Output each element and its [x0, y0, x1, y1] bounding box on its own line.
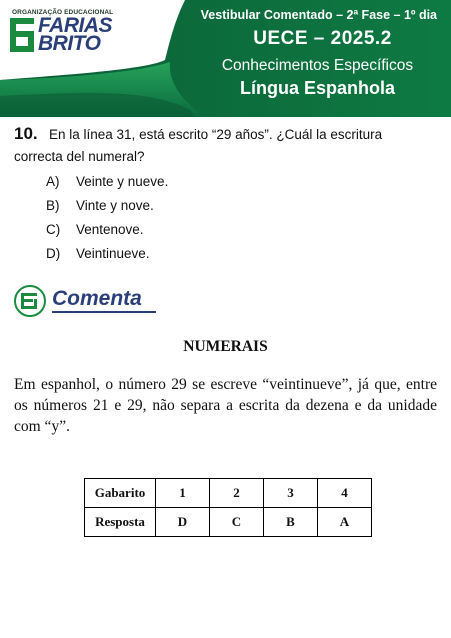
comenta-logo-icon [14, 285, 46, 317]
logo-organization-text: ORGANIZAÇÃO EDUCACIONAL [12, 9, 114, 16]
question-stem-line1: En la línea 31, está escrito “29 años”. ¿Cuál la escritura [49, 127, 383, 142]
table-column-number: 2 [210, 479, 264, 508]
comment-heading: NUMERAIS [183, 338, 268, 355]
comenta-underline [52, 311, 156, 313]
exam-subtitle: Vestibular Comentado – 2ª Fase – 1º dia [200, 8, 437, 22]
option-a [46, 174, 168, 189]
question-stem-line2: correcta del numeral? [14, 149, 145, 164]
table-column-number: 1 [156, 479, 210, 508]
exam-subject: Língua Espanhola [239, 78, 395, 98]
farias-brito-logo-icon [10, 18, 34, 52]
option-letter: A) [46, 174, 60, 189]
comenta-label: Comenta [52, 287, 142, 310]
table-answer-cell: B [264, 508, 318, 537]
option-text: Vinte y nove. [76, 198, 154, 213]
logo-word-farias: FARIAS [38, 14, 113, 37]
comment-paragraph: Em espanhol, o número 29 se escreve “veintinueve”, já que, entre os números 21 e 29, não separa a escrita da dezena e da unidade com “y”. [14, 376, 437, 435]
logo-word-brito: BRITO [38, 32, 101, 55]
option-text: Veintinueve. [76, 246, 150, 261]
table-answer-cell: D [156, 508, 210, 537]
table-column-number: 3 [264, 479, 318, 508]
option-b [46, 198, 154, 213]
answer-table [84, 478, 372, 537]
table-answer-row [85, 508, 372, 537]
option-letter: D) [46, 246, 61, 261]
exam-title: UECE – 2025.2 [253, 28, 392, 49]
table-header-row [85, 479, 372, 508]
question-number: 10. [14, 124, 38, 143]
table-column-number: 4 [318, 479, 372, 508]
option-d [46, 246, 150, 261]
option-text: Veinte y nueve. [76, 174, 169, 189]
table-row-label: Resposta [85, 508, 156, 537]
option-letter: B) [46, 198, 60, 213]
table-answer-cell: A [318, 508, 372, 537]
option-letter: C) [46, 222, 61, 237]
option-text: Ventenove. [76, 222, 144, 237]
table-answer-cell: C [210, 508, 264, 537]
option-c [46, 222, 144, 237]
table-header-label: Gabarito [85, 479, 156, 508]
header-banner [0, 0, 451, 117]
exam-section: Conhecimentos Específicos [221, 57, 414, 74]
